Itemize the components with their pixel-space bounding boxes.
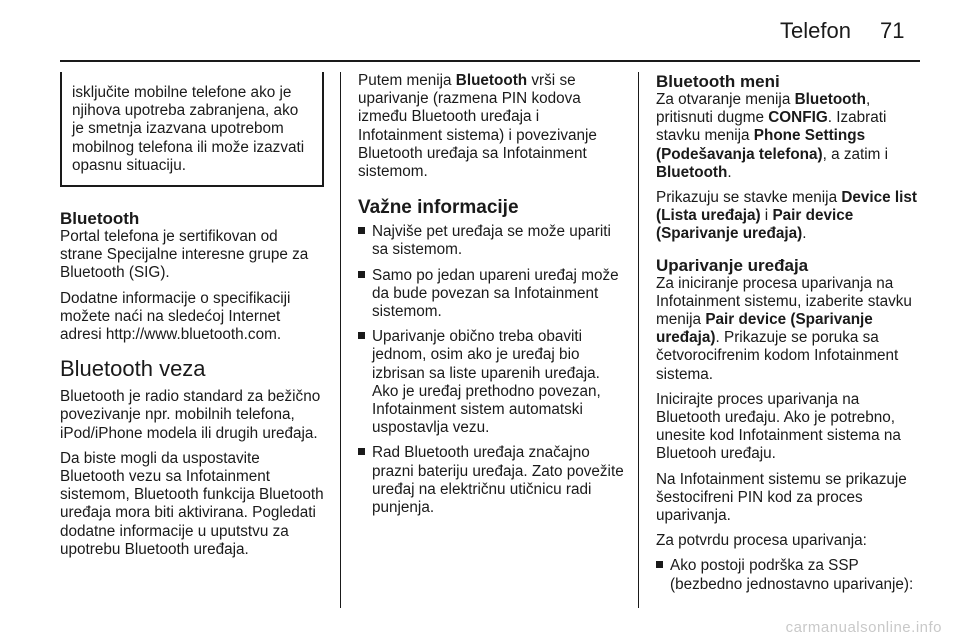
bullet-icon — [656, 561, 663, 568]
device-list-term: Device list (Lista uređaja) — [656, 189, 918, 225]
menu-text: , pritisnuti dugme — [656, 91, 871, 127]
list-item-text: Najviše pet uređaja se može upariti sa sistemom. — [372, 223, 611, 259]
menu-text: . — [727, 163, 732, 181]
config-term: CONFIG — [768, 109, 828, 127]
menu-text: , a zatim i — [822, 145, 889, 163]
connection-paragraph-2: Da biste mogli da uspostavite Bluetooth vezu sa Infotainment sistemom, Bluetooth funkcija Bluetooth uređaja mora biti aktivirana. Pogledati dodatne informacije u uputstvu za upotrebu Bluetooth uređaja. — [60, 449, 324, 558]
list-item — [358, 328, 626, 437]
intro-paragraph — [358, 72, 626, 181]
list-item — [656, 557, 922, 593]
pair-text: Za iniciranje procesa uparivanja na Infotainment sistemu, izaberite stavku menija — [656, 274, 912, 329]
column-1 — [60, 72, 324, 566]
menu-text: . Izabrati stavku menija — [656, 109, 887, 145]
menu-text: i — [760, 207, 773, 225]
important-info-list — [358, 223, 626, 517]
bluetooth-heading: Bluetooth — [60, 209, 140, 229]
pairing-paragraph-4: Za potvrdu procesa uparivanja: — [656, 532, 867, 550]
bullet-icon — [358, 332, 365, 339]
bluetooth-connection-heading: Bluetooth veza — [60, 356, 206, 382]
pairing-paragraph-1 — [656, 275, 922, 384]
intro-text-a: Putem menija — [358, 72, 456, 89]
pairing-heading: Uparivanje uređaja — [656, 255, 809, 275]
bluetooth-menu-heading: Bluetooth meni — [656, 72, 780, 91]
pair-text: . Prikazuje se poruka sa četvorocifrenim kodom Infotainment sistema. — [656, 329, 899, 383]
column-divider-1 — [340, 72, 341, 608]
pairing-paragraph-2: Inicirajte proces uparivanja na Bluetooth uređaju. Ako je potrebno, unesite kod Infotainment sistema na Bluetooh uređaju. — [656, 390, 901, 463]
list-item — [358, 444, 626, 517]
column-divider-2 — [638, 72, 639, 608]
menu-text: Prikazuju se stavke menija — [656, 189, 842, 207]
page-header-title: Telefon — [780, 18, 851, 43]
bluetooth-paragraph-1: Portal telefona je sertifikovan od strane Specijalne interesne grupe za Bluetooth (SIG). — [60, 228, 309, 282]
list-item — [358, 223, 626, 259]
bullet-icon — [358, 448, 365, 455]
connection-paragraph-1: Bluetooth je radio standard za bežično povezivanje npr. mobilnih telefona, iPod/iPhone modela ili drugih uređaja. — [60, 388, 321, 442]
menu-paragraph-2 — [656, 189, 922, 244]
intro-text-b: vrši se uparivanje (razmena PIN kodova između Bluetooth uređaja i Infotainment sistema) i povezivanje Bluetooth uređaja sa Infotainment sistemom. — [358, 72, 597, 181]
list-item-text: Samo po jedan upareni uređaj može da bude povezan sa Infotainment sistemom. — [372, 266, 619, 321]
menu-text: Za otvaranje menija — [656, 91, 795, 108]
column-2 — [358, 72, 626, 524]
pairing-paragraph-3: Na Infotainment sistemu se prikazuje šestocifreni PIN kod za proces uparivanja. — [656, 470, 907, 525]
pair-device-term: Pair device (Sparivanje uređaja) — [656, 311, 873, 347]
phone-settings-term: Phone Settings (Podešavanja telefona) — [656, 127, 866, 163]
list-item-text: Ako postoji podrška za SSP (bezbedno jednostavno uparivanje): — [670, 557, 914, 593]
intro-bluetooth-term: Bluetooth — [455, 72, 528, 89]
bluetooth-paragraph-2: Dodatne informacije o specifikaciji možete naći na sledećoj Internet adresi http://www.bluetooth.com. — [60, 289, 291, 344]
menu-term: Bluetooth — [656, 163, 728, 181]
watermark: carmanualsonline.info — [785, 619, 942, 636]
bullet-icon — [358, 227, 365, 234]
page-number: 71 — [880, 18, 905, 43]
notice-text: isključite mobilne telefone ako je njihova upotreba zabranjena, ako je smetnja izazvana upotrebom mobilnog telefona ili može izazvati opasnu situaciju. — [72, 84, 305, 174]
header-rule — [60, 60, 920, 62]
list-item-text: Uparivanje obično treba obaviti jednom, osim ako je uređaj bio izbrisan sa liste uparenih uređaja. Ako je uređaj prethodno povezan, Infotainment sistem automatski uspostavlja vezu. — [372, 328, 601, 437]
pairing-list — [656, 557, 922, 593]
notice-box — [60, 72, 324, 187]
bullet-icon — [358, 271, 365, 278]
pair-device-term: Pair device (Sparivanje uređaja) — [656, 207, 854, 243]
list-item — [358, 267, 626, 322]
menu-paragraph-1 — [656, 91, 922, 182]
menu-term: Bluetooth — [794, 91, 866, 108]
list-item-text: Rad Bluetooth uređaja značajno prazni bateriju uređaja. Zato povežite uređaj na električnu utičnicu radi punjenja. — [372, 444, 624, 517]
menu-text: . — [802, 225, 807, 243]
important-info-heading: Važne informacije — [358, 197, 519, 219]
column-3 — [656, 72, 922, 601]
